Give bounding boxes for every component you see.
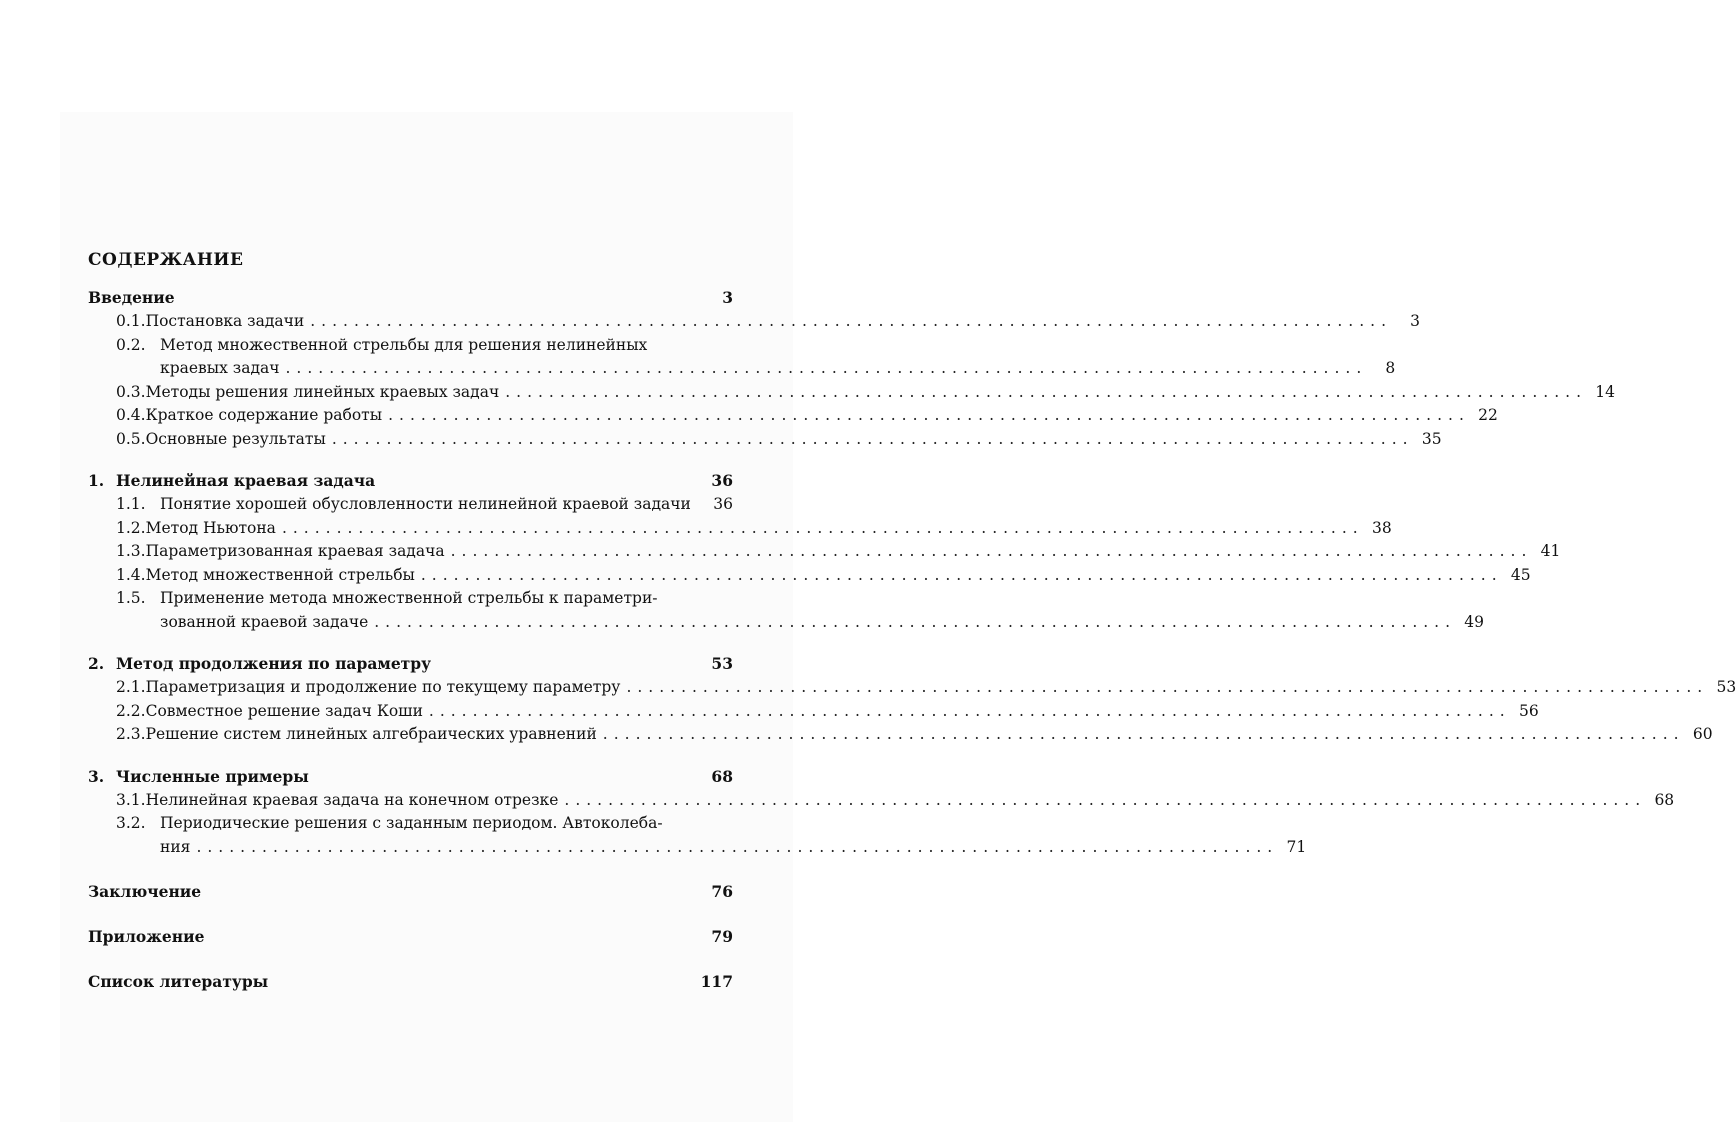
toc-item-1-1[interactable]: 1.1. Понятие хорошей обусловленности нелинейной краевой задачи 36: [116, 495, 733, 513]
toc-item-0-2[interactable]: 0.2. Метод множественной стрельбы для решения нелинейных: [116, 335, 648, 354]
section-page: 36: [711, 471, 733, 490]
toc-item-1-5-cont[interactable]: зованной краевой задаче ................................................................................................... 49: [160, 612, 1485, 631]
section-page: 117: [700, 972, 733, 991]
leader-dots: ...................................................................................................: [564, 790, 1647, 809]
toc-section-2[interactable]: 2. Метод продолжения по параметру 53: [88, 654, 733, 673]
toc-section-1[interactable]: 1. Нелинейная краевая задача 36: [88, 471, 733, 490]
leader-dots: ...................................................................................................: [505, 382, 1587, 401]
section-label: Численные примеры: [116, 766, 309, 786]
toc-section-references[interactable]: [88, 972, 733, 996]
leader-dots: ...................................................................................................: [450, 542, 1533, 560]
toc-item-2-3[interactable]: 2.3. Решение систем линейных алгебраических уравнений ................................................................................................... 60: [116, 725, 1713, 743]
toc-section-appendix[interactable]: [88, 927, 733, 951]
toc-item-0-3[interactable]: 0.3. Методы решения линейных краевых задач ................................................................................................... 14: [116, 382, 1615, 401]
section-page: 53: [711, 654, 733, 673]
toc-item-0-4[interactable]: 0.4. Краткое содержание работы ................................................................................................... 22: [116, 406, 1498, 424]
section-label: Заключение: [88, 882, 202, 901]
section-page: 68: [711, 766, 733, 786]
leader-dots: ...................................................................................................: [285, 359, 1368, 377]
toc-item-0-1[interactable]: 0.1. Постановка задачи ................................................................................................... 3: [116, 312, 1421, 330]
toc-item-3-2-cont[interactable]: ния ................................................................................................... 71: [160, 837, 1307, 856]
toc-item-1-3[interactable]: 1.3. Параметризованная краевая задача ................................................................................................... 41: [116, 542, 1561, 560]
toc-section-3[interactable]: 3. Численные примеры 68: [88, 766, 733, 786]
section-label: Приложение: [88, 927, 205, 946]
toc-title: СОДЕРЖАНИЕ: [88, 250, 244, 270]
leader-dots: ...................................................................................................: [388, 406, 1470, 424]
leader-dots: ...................................................................................................: [374, 612, 1457, 631]
toc-section-conclusion[interactable]: [88, 882, 733, 906]
leader-dots: ...................................................................................................: [626, 678, 1709, 696]
leader-dots: ...................................................................................................: [602, 725, 1685, 743]
section-page: 3: [722, 288, 733, 307]
toc-item-1-2[interactable]: 1.2. Метод Ньютона ................................................................................................... 38: [116, 518, 1392, 537]
section-page: 79: [711, 927, 733, 946]
toc-item-1-4[interactable]: 1.4. Метод множественной стрельбы ................................................................................................... 45: [116, 565, 1531, 584]
section-label: Нелинейная краевая задача: [116, 471, 376, 490]
section-label: Список литературы: [88, 972, 269, 991]
section-label: Введение: [88, 288, 175, 307]
toc-item-3-1[interactable]: 3.1. Нелинейная краевая задача на конечном отрезке ................................................................................................... 68: [116, 790, 1675, 809]
leader-dots: ...................................................................................................: [310, 312, 1393, 330]
table-of-contents: [88, 250, 1736, 996]
toc-item-2-2[interactable]: 2.2. Совместное решение задач Коши ................................................................................................... 56: [116, 701, 1539, 720]
toc-section-intro[interactable]: [88, 288, 733, 312]
toc-item-1-5[interactable]: 1.5. Применение метода множественной стрельбы к параметри-: [116, 589, 658, 607]
toc-item-0-2-cont[interactable]: краевых задач ................................................................................................... 8: [160, 359, 1396, 377]
toc-item-3-2[interactable]: 3.2. Периодические решения с заданным периодом. Автоколеба-: [116, 814, 663, 832]
leader-dots: ...................................................................................................: [331, 429, 1414, 448]
toc-item-0-5[interactable]: 0.5. Основные результаты ................................................................................................... 35: [116, 429, 1442, 448]
leader-dots: ...................................................................................................: [281, 518, 1364, 537]
section-label: Метод продолжения по параметру: [116, 654, 432, 673]
leader-dots: ...................................................................................................: [196, 837, 1279, 856]
leader-dots: ...................................................................................................: [420, 565, 1503, 584]
toc-item-2-1[interactable]: 2.1. Параметризация и продолжение по текущему параметру ................................................................................................... 53: [116, 678, 1736, 696]
leader-dots: ...................................................................................................: [428, 701, 1511, 720]
section-page: 76: [711, 882, 733, 901]
